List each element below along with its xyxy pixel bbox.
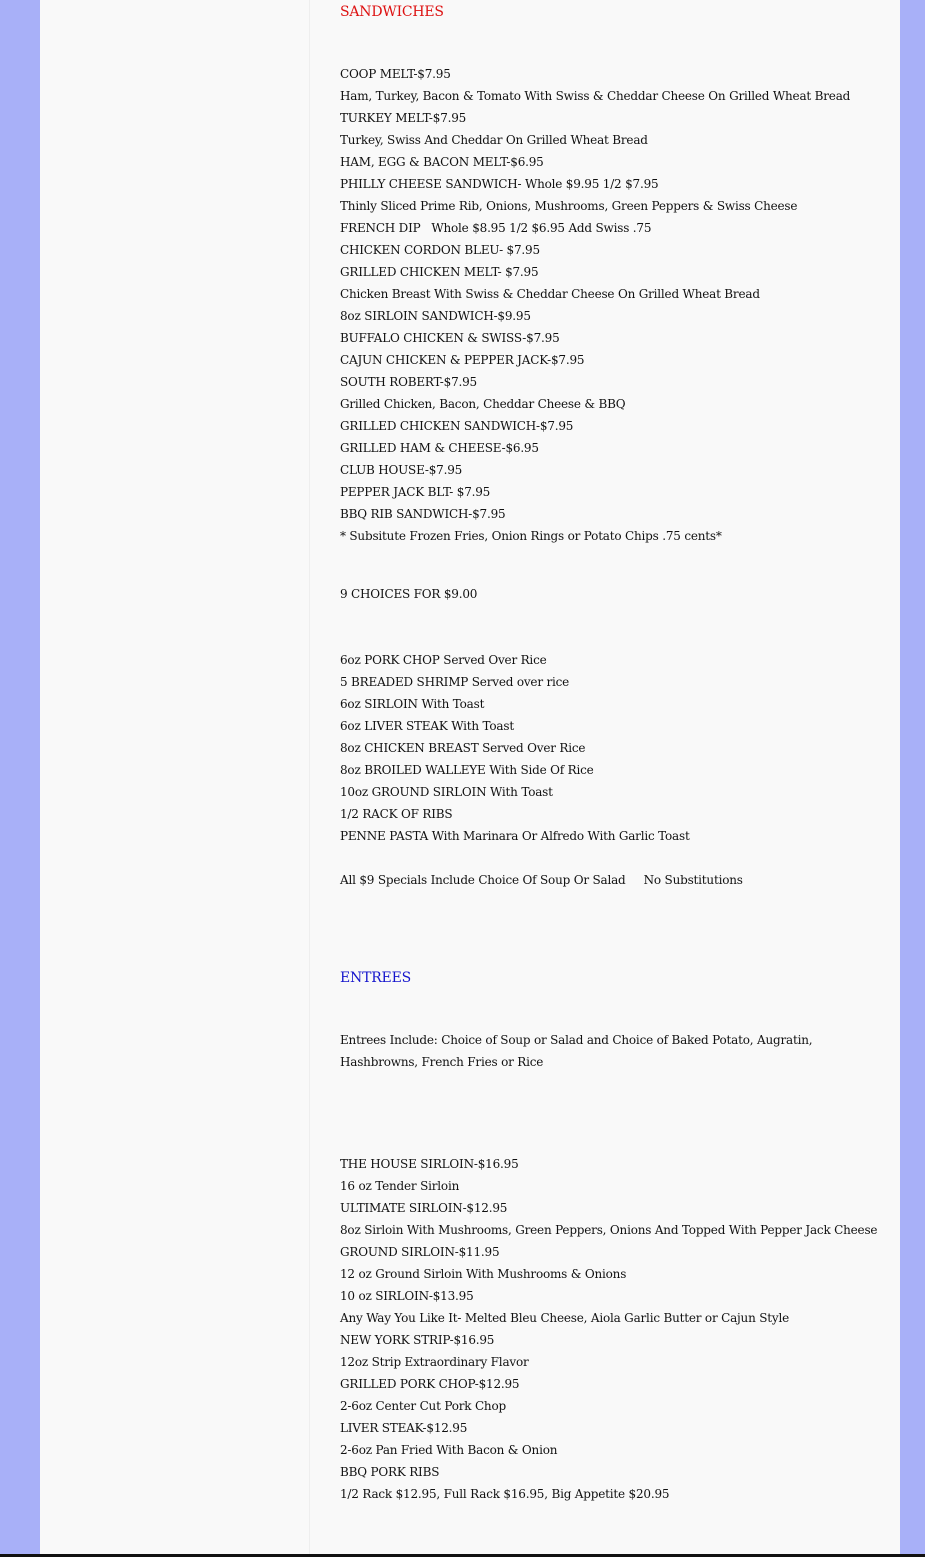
menu-page — [40, 0, 900, 1554]
menu-item: TURKEY MELT-$7.95 — [340, 111, 467, 125]
menu-item-description: Any Way You Like It- Melted Bleu Cheese, Aiola Garlic Butter or Cajun Style — [340, 1311, 789, 1325]
menu-item: ULTIMATE SIRLOIN-$12.95 — [340, 1201, 508, 1215]
menu-item-description: 1/2 Rack $12.95, Full Rack $16.95, Big Appetite $20.95 — [340, 1487, 670, 1501]
menu-item-description: 12oz Strip Extraordinary Flavor — [340, 1355, 529, 1369]
special-item: 8oz BROILED WALLEYE With Side Of Rice — [340, 763, 594, 777]
menu-item-description: 2-6oz Pan Fried With Bacon & Onion — [340, 1443, 558, 1457]
menu-item-description: Turkey, Swiss And Cheddar On Grilled Wheat Bread — [340, 133, 648, 147]
menu-item-description: Chicken Breast With Swiss & Cheddar Cheese On Grilled Wheat Bread — [340, 287, 760, 301]
menu-item: CLUB HOUSE-$7.95 — [340, 463, 463, 477]
menu-item-description: 2-6oz Center Cut Pork Chop — [340, 1399, 506, 1413]
sandwiches-heading: SANDWICHES — [340, 4, 444, 20]
menu-item: PHILLY CHEESE SANDWICH- Whole $9.95 1/2 $7.95 — [340, 177, 659, 191]
menu-item-description: 12 oz Ground Sirloin With Mushrooms & Onions — [340, 1267, 627, 1281]
specials-heading: 9 CHOICES FOR $9.00 — [340, 587, 478, 601]
special-item: 5 BREADED SHRIMP Served over rice — [340, 675, 570, 689]
menu-item: HAM, EGG & BACON MELT-$6.95 — [340, 155, 544, 169]
menu-item: FRENCH DIP Whole $8.95 1/2 $6.95 Add Swiss .75 — [340, 221, 652, 235]
menu-item: THE HOUSE SIRLOIN-$16.95 — [340, 1157, 519, 1171]
menu-item: BBQ PORK RIBS — [340, 1465, 440, 1479]
substitution-note: * Subsitute Frozen Fries, Onion Rings or Potato Chips .75 cents* — [340, 529, 722, 543]
menu-item: GRILLED HAM & CHEESE-$6.95 — [340, 441, 539, 455]
special-item: 6oz SIRLOIN With Toast — [340, 697, 485, 711]
special-item: PENNE PASTA With Marinara Or Alfredo With Garlic Toast — [340, 829, 690, 843]
menu-item: LIVER STEAK-$12.95 — [340, 1421, 468, 1435]
menu-item-description: 8oz Sirloin With Mushrooms, Green Peppers, Onions And Topped With Pepper Jack Cheese — [340, 1223, 878, 1237]
specials-note: All $9 Specials Include Choice Of Soup Or Salad No Substitutions — [340, 873, 743, 887]
menu-item: 10 oz SIRLOIN-$13.95 — [340, 1289, 474, 1303]
menu-item: BBQ RIB SANDWICH-$7.95 — [340, 507, 506, 521]
menu-item: CHICKEN CORDON BLEU- $7.95 — [340, 243, 540, 257]
entrees-intro: Entrees Include: Choice of Soup or Salad and Choice of Baked Potato, Augratin, Hashbrowns, French Fries or Rice — [340, 1033, 813, 1069]
menu-item: GRILLED CHICKEN MELT- $7.95 — [340, 265, 539, 279]
menu-item: CAJUN CHICKEN & PEPPER JACK-$7.95 — [340, 353, 585, 367]
menu-item-description: Ham, Turkey, Bacon & Tomato With Swiss & Cheddar Cheese On Grilled Wheat Bread — [340, 89, 851, 103]
menu-item: PEPPER JACK BLT- $7.95 — [340, 485, 491, 499]
menu-item: BUFFALO CHICKEN & SWISS-$7.95 — [340, 331, 560, 345]
menu-item: SOUTH ROBERT-$7.95 — [340, 375, 477, 389]
menu-item: GROUND SIRLOIN-$11.95 — [340, 1245, 500, 1259]
menu-item-description: Grilled Chicken, Bacon, Cheddar Cheese & BBQ — [340, 397, 626, 411]
menu-item: NEW YORK STRIP-$16.95 — [340, 1333, 495, 1347]
entrees-heading: ENTREES — [340, 970, 411, 986]
menu-item-description: Thinly Sliced Prime Rib, Onions, Mushrooms, Green Peppers & Swiss Cheese — [340, 199, 798, 213]
menu-item: 8oz SIRLOIN SANDWICH-$9.95 — [340, 309, 531, 323]
menu-item-description: 16 oz Tender Sirloin — [340, 1179, 460, 1193]
special-item: 6oz PORK CHOP Served Over Rice — [340, 653, 547, 667]
menu-item: COOP MELT-$7.95 — [340, 67, 451, 81]
special-item: 1/2 RACK OF RIBS — [340, 807, 453, 821]
special-item: 6oz LIVER STEAK With Toast — [340, 719, 514, 733]
special-item: 8oz CHICKEN BREAST Served Over Rice — [340, 741, 586, 755]
special-item: 10oz GROUND SIRLOIN With Toast — [340, 785, 553, 799]
menu-item: GRILLED PORK CHOP-$12.95 — [340, 1377, 520, 1391]
menu-item: GRILLED CHICKEN SANDWICH-$7.95 — [340, 419, 574, 433]
left-sidebar — [40, 0, 310, 1554]
